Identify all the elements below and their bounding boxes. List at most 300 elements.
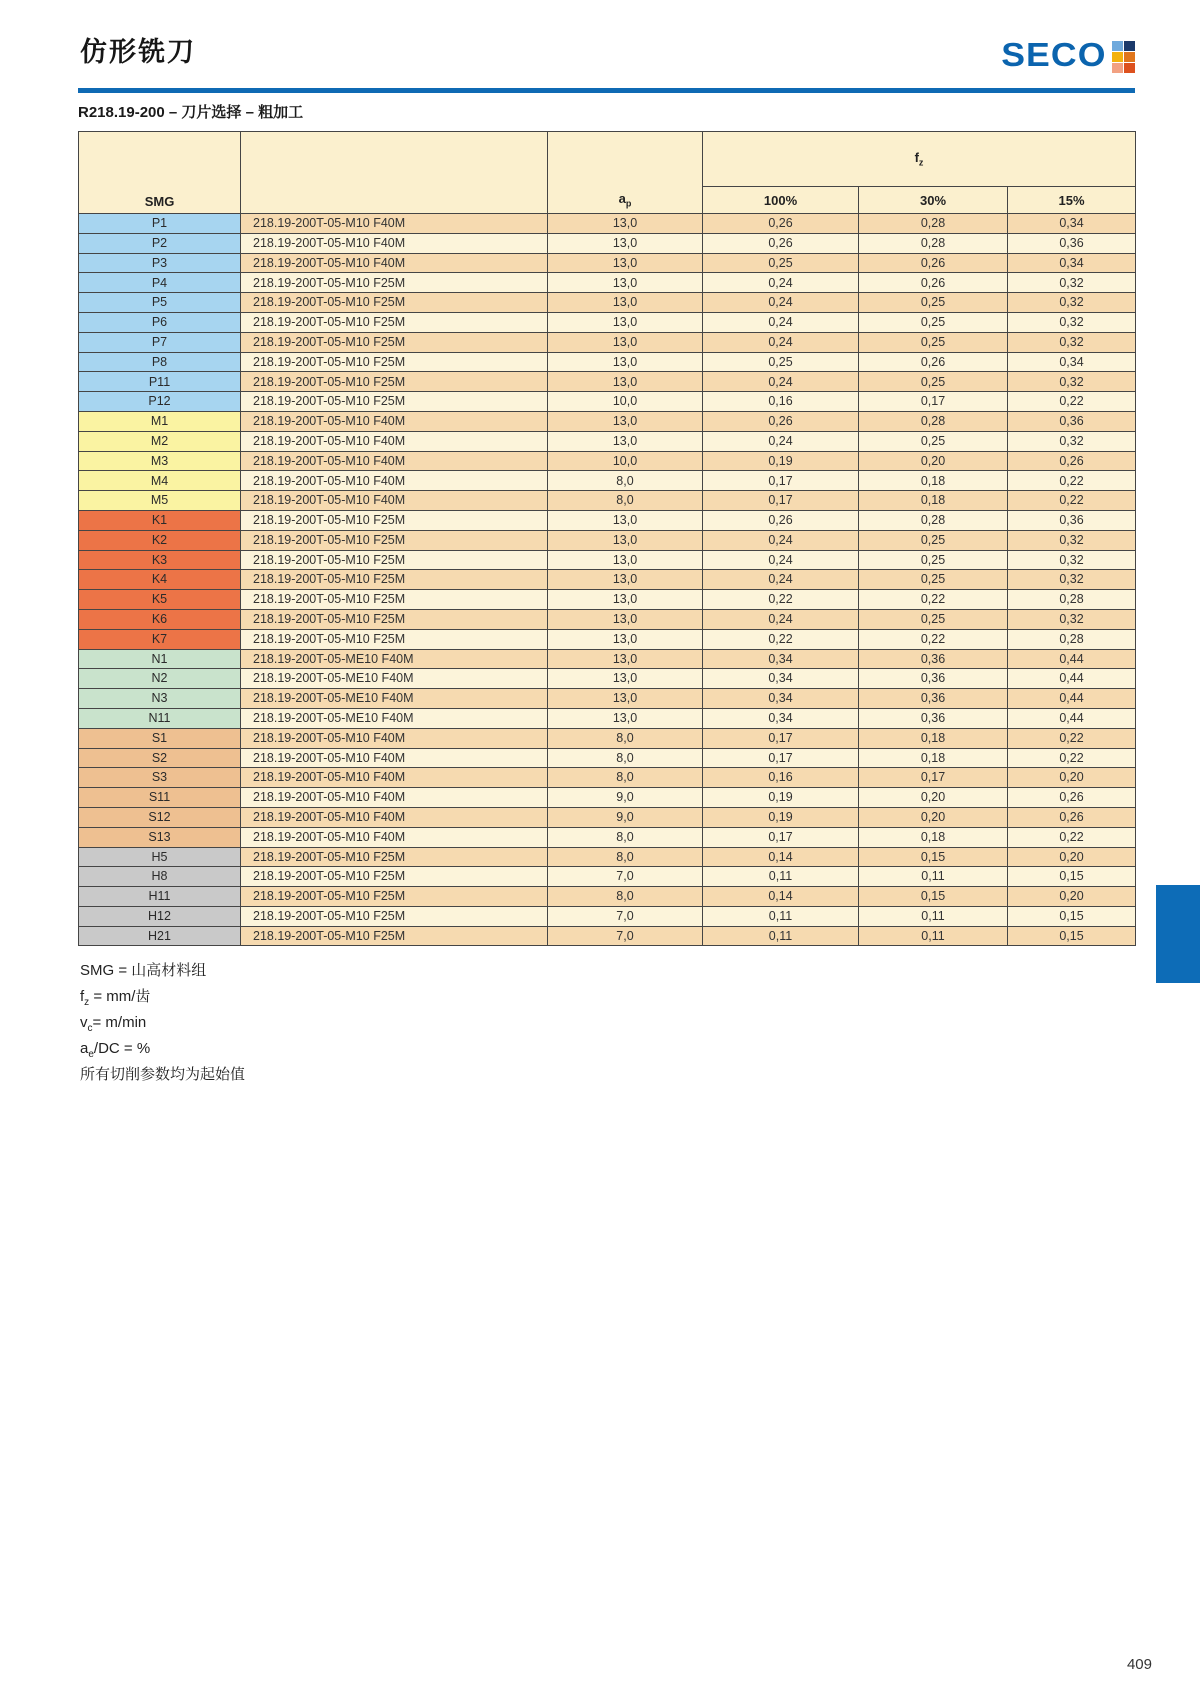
table-row <box>79 788 1136 808</box>
fz-15-cell: 0,36 <box>1008 233 1136 253</box>
table-row <box>79 530 1136 550</box>
fz-100-cell: 0,34 <box>703 649 859 669</box>
fz-30-cell: 0,20 <box>859 788 1008 808</box>
smg-cell: K3 <box>79 550 241 570</box>
smg-cell: H8 <box>79 867 241 887</box>
fz-15-cell: 0,32 <box>1008 570 1136 590</box>
page-number: 409 <box>1126 1656 1152 1673</box>
note-text: v <box>80 1014 88 1031</box>
fz-30-cell: 0,36 <box>859 689 1008 709</box>
note-line <box>80 1062 245 1088</box>
smg-cell: M3 <box>79 451 241 471</box>
insert-cell: 218.19-200T-05-M10 F40M <box>241 788 548 808</box>
fz-15-cell: 0,32 <box>1008 312 1136 332</box>
fz-30-cell: 0,25 <box>859 431 1008 451</box>
table-row <box>79 293 1136 313</box>
fz-15-cell: 0,32 <box>1008 273 1136 293</box>
ap-cell: 8,0 <box>548 827 703 847</box>
insert-cell: 218.19-200T-05-M10 F25M <box>241 906 548 926</box>
fz-15-cell: 0,22 <box>1008 471 1136 491</box>
ap-cell: 13,0 <box>548 293 703 313</box>
fz-15-cell: 0,32 <box>1008 332 1136 352</box>
table-row <box>79 510 1136 530</box>
insert-cell: 218.19-200T-05-M10 F40M <box>241 827 548 847</box>
fz-15-cell: 0,26 <box>1008 807 1136 827</box>
fz-15-cell: 0,32 <box>1008 431 1136 451</box>
insert-cell: 218.19-200T-05-M10 F25M <box>241 332 548 352</box>
table-row <box>79 689 1136 709</box>
fz-30-cell: 0,17 <box>859 768 1008 788</box>
smg-cell: S2 <box>79 748 241 768</box>
insert-cell: 218.19-200T-05-M10 F25M <box>241 293 548 313</box>
fz-15-cell: 0,34 <box>1008 253 1136 273</box>
table-row <box>79 550 1136 570</box>
fz-30-cell: 0,28 <box>859 411 1008 431</box>
fz-100-cell: 0,26 <box>703 510 859 530</box>
note-line <box>80 1010 245 1036</box>
fz-100-cell: 0,17 <box>703 471 859 491</box>
smg-cell: S12 <box>79 807 241 827</box>
note-text: f <box>80 988 85 1005</box>
ap-cell: 13,0 <box>548 570 703 590</box>
fz-100-cell: 0,24 <box>703 293 859 313</box>
ap-cell: 7,0 <box>548 926 703 946</box>
fz-15-cell: 0,22 <box>1008 748 1136 768</box>
fz-30-cell: 0,22 <box>859 590 1008 610</box>
fz-30-cell: 0,36 <box>859 649 1008 669</box>
table-row <box>79 273 1136 293</box>
smg-cell: P5 <box>79 293 241 313</box>
fz-100-cell: 0,19 <box>703 807 859 827</box>
table-row <box>79 906 1136 926</box>
smg-cell: K4 <box>79 570 241 590</box>
smg-cell: M1 <box>79 411 241 431</box>
seco-logo <box>950 36 1135 73</box>
fz-100-cell: 0,14 <box>703 887 859 907</box>
insert-selection-table <box>78 131 1136 946</box>
fz-15-cell: 0,22 <box>1008 392 1136 412</box>
fz-15-cell: 0,15 <box>1008 867 1136 887</box>
ap-cell: 13,0 <box>548 708 703 728</box>
fz-30-cell: 0,28 <box>859 214 1008 234</box>
fz-15-cell: 0,20 <box>1008 847 1136 867</box>
smg-cell: H21 <box>79 926 241 946</box>
fz-15-cell: 0,32 <box>1008 530 1136 550</box>
insert-cell: 218.19-200T-05-M10 F40M <box>241 253 548 273</box>
insert-cell: 218.19-200T-05-M10 F25M <box>241 590 548 610</box>
insert-cell: 218.19-200T-05-M10 F25M <box>241 312 548 332</box>
fz-30-cell: 0,17 <box>859 392 1008 412</box>
table-row <box>79 372 1136 392</box>
fz-100-cell: 0,24 <box>703 550 859 570</box>
table-row <box>79 728 1136 748</box>
table-row <box>79 471 1136 491</box>
fz-100-cell: 0,24 <box>703 609 859 629</box>
insert-cell: 218.19-200T-05-M10 F25M <box>241 372 548 392</box>
smg-cell: H11 <box>79 887 241 907</box>
fz-100-cell: 0,11 <box>703 867 859 887</box>
fz-15-cell: 0,34 <box>1008 214 1136 234</box>
smg-cell: K5 <box>79 590 241 610</box>
insert-cell: 218.19-200T-05-ME10 F40M <box>241 669 548 689</box>
table-row <box>79 214 1136 234</box>
insert-cell: 218.19-200T-05-M10 F40M <box>241 491 548 511</box>
insert-cell: 218.19-200T-05-M10 F40M <box>241 214 548 234</box>
ap-cell: 13,0 <box>548 550 703 570</box>
fz-30-cell: 0,25 <box>859 372 1008 392</box>
fz-15-cell: 0,32 <box>1008 293 1136 313</box>
logo-square-icon <box>1124 41 1135 51</box>
fz-30-cell: 0,18 <box>859 471 1008 491</box>
seco-logo-squares-icon <box>1112 41 1135 73</box>
column-header-insert <box>241 132 548 214</box>
fz-30-cell: 0,25 <box>859 530 1008 550</box>
table-row <box>79 570 1136 590</box>
fz-15-cell: 0,15 <box>1008 906 1136 926</box>
table-row <box>79 669 1136 689</box>
logo-square-icon <box>1112 41 1123 51</box>
fz-15-cell: 0,34 <box>1008 352 1136 372</box>
insert-cell: 218.19-200T-05-M10 F25M <box>241 926 548 946</box>
note-text: a <box>80 1040 89 1057</box>
ap-cell: 13,0 <box>548 510 703 530</box>
ap-cell: 13,0 <box>548 352 703 372</box>
ap-cell: 13,0 <box>548 273 703 293</box>
smg-cell: H5 <box>79 847 241 867</box>
column-header-100-percent: 100% <box>703 187 859 214</box>
smg-table-body <box>79 214 1136 946</box>
ap-cell: 13,0 <box>548 609 703 629</box>
fz-15-cell: 0,32 <box>1008 550 1136 570</box>
table-row <box>79 649 1136 669</box>
ap-label-sub: p <box>625 199 632 209</box>
fz-label-sub: z <box>918 157 924 168</box>
fz-30-cell: 0,26 <box>859 253 1008 273</box>
fz-100-cell: 0,26 <box>703 411 859 431</box>
smg-cell: M5 <box>79 491 241 511</box>
fz-30-cell: 0,25 <box>859 609 1008 629</box>
table-row <box>79 590 1136 610</box>
table-row <box>79 926 1136 946</box>
fz-30-cell: 0,15 <box>859 887 1008 907</box>
fz-label-base: f <box>914 150 919 166</box>
column-header-fz <box>703 132 1136 187</box>
fz-15-cell: 0,15 <box>1008 926 1136 946</box>
fz-100-cell: 0,22 <box>703 629 859 649</box>
ap-cell: 13,0 <box>548 431 703 451</box>
ap-cell: 13,0 <box>548 590 703 610</box>
fz-15-cell: 0,36 <box>1008 510 1136 530</box>
fz-30-cell: 0,11 <box>859 867 1008 887</box>
fz-30-cell: 0,18 <box>859 728 1008 748</box>
insert-cell: 218.19-200T-05-M10 F25M <box>241 570 548 590</box>
fz-15-cell: 0,22 <box>1008 827 1136 847</box>
smg-cell: S11 <box>79 788 241 808</box>
fz-15-cell: 0,32 <box>1008 609 1136 629</box>
fz-30-cell: 0,22 <box>859 629 1008 649</box>
ap-cell: 8,0 <box>548 748 703 768</box>
fz-30-cell: 0,28 <box>859 510 1008 530</box>
column-header-30-percent: 30% <box>859 187 1008 214</box>
ap-cell: 10,0 <box>548 451 703 471</box>
note-text: /DC = % <box>93 1040 151 1057</box>
insert-cell: 218.19-200T-05-M10 F25M <box>241 629 548 649</box>
insert-cell: 218.19-200T-05-M10 F25M <box>241 550 548 570</box>
logo-square-icon <box>1112 52 1123 62</box>
note-line <box>80 1036 245 1062</box>
note-line <box>80 958 245 984</box>
fz-30-cell: 0,18 <box>859 748 1008 768</box>
smg-cell: N2 <box>79 669 241 689</box>
fz-30-cell: 0,18 <box>859 827 1008 847</box>
fz-15-cell: 0,20 <box>1008 768 1136 788</box>
table-row <box>79 352 1136 372</box>
insert-cell: 218.19-200T-05-M10 F25M <box>241 392 548 412</box>
fz-100-cell: 0,16 <box>703 392 859 412</box>
insert-cell: 218.19-200T-05-M10 F25M <box>241 887 548 907</box>
note-subscript: c <box>87 1023 93 1034</box>
ap-cell: 13,0 <box>548 372 703 392</box>
fz-100-cell: 0,34 <box>703 669 859 689</box>
fz-30-cell: 0,15 <box>859 847 1008 867</box>
fz-15-cell: 0,22 <box>1008 491 1136 511</box>
insert-cell: 218.19-200T-05-M10 F40M <box>241 728 548 748</box>
insert-cell: 218.19-200T-05-M10 F25M <box>241 273 548 293</box>
note-text: = m/min <box>92 1014 147 1031</box>
table-row <box>79 887 1136 907</box>
fz-30-cell: 0,20 <box>859 451 1008 471</box>
fz-100-cell: 0,22 <box>703 590 859 610</box>
fz-30-cell: 0,25 <box>859 332 1008 352</box>
column-header-smg: SMG <box>79 132 241 214</box>
fz-100-cell: 0,24 <box>703 332 859 352</box>
note-subscript: z <box>84 997 90 1008</box>
smg-cell: N11 <box>79 708 241 728</box>
ap-cell: 13,0 <box>548 233 703 253</box>
note-line <box>80 984 245 1010</box>
fz-100-cell: 0,17 <box>703 728 859 748</box>
fz-15-cell: 0,26 <box>1008 451 1136 471</box>
ap-cell: 13,0 <box>548 649 703 669</box>
smg-cell: P6 <box>79 312 241 332</box>
fz-100-cell: 0,24 <box>703 570 859 590</box>
fz-100-cell: 0,25 <box>703 352 859 372</box>
fz-100-cell: 0,19 <box>703 788 859 808</box>
smg-cell: K2 <box>79 530 241 550</box>
insert-cell: 218.19-200T-05-M10 F40M <box>241 768 548 788</box>
fz-15-cell: 0,44 <box>1008 708 1136 728</box>
ap-cell: 8,0 <box>548 491 703 511</box>
fz-30-cell: 0,11 <box>859 906 1008 926</box>
ap-cell: 8,0 <box>548 847 703 867</box>
insert-cell: 218.19-200T-05-M10 F40M <box>241 431 548 451</box>
fz-15-cell: 0,44 <box>1008 649 1136 669</box>
table-row <box>79 827 1136 847</box>
fz-100-cell: 0,17 <box>703 748 859 768</box>
note-text: 所有切削参数均为起始值 <box>80 1066 246 1083</box>
smg-cell: P11 <box>79 372 241 392</box>
ap-cell: 10,0 <box>548 392 703 412</box>
insert-cell: 218.19-200T-05-M10 F25M <box>241 867 548 887</box>
fz-100-cell: 0,24 <box>703 431 859 451</box>
notes <box>80 958 245 1088</box>
smg-cell: S3 <box>79 768 241 788</box>
fz-30-cell: 0,28 <box>859 233 1008 253</box>
fz-100-cell: 0,26 <box>703 233 859 253</box>
column-header-15-percent: 15% <box>1008 187 1136 214</box>
smg-cell: P4 <box>79 273 241 293</box>
table-header-row-1 <box>79 132 1136 187</box>
column-header-ap <box>548 132 703 214</box>
table-row <box>79 629 1136 649</box>
insert-cell: 218.19-200T-05-M10 F40M <box>241 471 548 491</box>
ap-cell: 13,0 <box>548 629 703 649</box>
header-rule <box>78 88 1135 93</box>
fz-30-cell: 0,25 <box>859 570 1008 590</box>
smg-cell: H12 <box>79 906 241 926</box>
logo-square-icon <box>1112 63 1123 73</box>
table-row <box>79 233 1136 253</box>
fz-30-cell: 0,11 <box>859 926 1008 946</box>
table-row <box>79 253 1136 273</box>
fz-30-cell: 0,18 <box>859 491 1008 511</box>
fz-100-cell: 0,34 <box>703 708 859 728</box>
smg-cell: P8 <box>79 352 241 372</box>
table-row <box>79 708 1136 728</box>
ap-cell: 13,0 <box>548 411 703 431</box>
smg-cell: N3 <box>79 689 241 709</box>
smg-cell: P2 <box>79 233 241 253</box>
insert-cell: 218.19-200T-05-M10 F25M <box>241 609 548 629</box>
smg-cell: K6 <box>79 609 241 629</box>
fz-30-cell: 0,36 <box>859 708 1008 728</box>
smg-cell: N1 <box>79 649 241 669</box>
ap-cell: 13,0 <box>548 332 703 352</box>
fz-30-cell: 0,20 <box>859 807 1008 827</box>
insert-cell: 218.19-200T-05-M10 F40M <box>241 807 548 827</box>
table-row <box>79 748 1136 768</box>
note-text: SMG = 山高材料组 <box>80 962 207 979</box>
ap-cell: 8,0 <box>548 728 703 748</box>
ap-cell: 9,0 <box>548 807 703 827</box>
fz-100-cell: 0,17 <box>703 491 859 511</box>
table-row <box>79 867 1136 887</box>
fz-30-cell: 0,26 <box>859 352 1008 372</box>
fz-100-cell: 0,26 <box>703 214 859 234</box>
fz-15-cell: 0,22 <box>1008 728 1136 748</box>
table-row <box>79 431 1136 451</box>
table-row <box>79 451 1136 471</box>
smg-cell: K7 <box>79 629 241 649</box>
insert-cell: 218.19-200T-05-ME10 F40M <box>241 649 548 669</box>
ap-cell: 8,0 <box>548 471 703 491</box>
fz-15-cell: 0,36 <box>1008 411 1136 431</box>
ap-cell: 13,0 <box>548 689 703 709</box>
fz-100-cell: 0,14 <box>703 847 859 867</box>
fz-100-cell: 0,24 <box>703 273 859 293</box>
insert-cell: 218.19-200T-05-M10 F40M <box>241 411 548 431</box>
table-row <box>79 392 1136 412</box>
seco-logo-text: SECO <box>1001 36 1107 73</box>
smg-cell: M2 <box>79 431 241 451</box>
ap-cell: 13,0 <box>548 214 703 234</box>
fz-100-cell: 0,24 <box>703 372 859 392</box>
smg-cell: M4 <box>79 471 241 491</box>
ap-cell: 13,0 <box>548 669 703 689</box>
fz-100-cell: 0,34 <box>703 689 859 709</box>
ap-cell: 7,0 <box>548 867 703 887</box>
smg-cell: S13 <box>79 827 241 847</box>
fz-15-cell: 0,32 <box>1008 372 1136 392</box>
ap-cell: 8,0 <box>548 887 703 907</box>
fz-100-cell: 0,16 <box>703 768 859 788</box>
table-row <box>79 491 1136 511</box>
insert-cell: 218.19-200T-05-M10 F25M <box>241 352 548 372</box>
page-edge-tab <box>1156 885 1200 983</box>
fz-100-cell: 0,24 <box>703 312 859 332</box>
fz-100-cell: 0,24 <box>703 530 859 550</box>
fz-100-cell: 0,17 <box>703 827 859 847</box>
fz-15-cell: 0,44 <box>1008 669 1136 689</box>
table-row <box>79 609 1136 629</box>
note-text: = mm/齿 <box>89 988 151 1005</box>
fz-100-cell: 0,19 <box>703 451 859 471</box>
smg-cell: K1 <box>79 510 241 530</box>
fz-30-cell: 0,25 <box>859 293 1008 313</box>
insert-cell: 218.19-200T-05-M10 F40M <box>241 748 548 768</box>
ap-label-base: a <box>618 191 626 207</box>
fz-30-cell: 0,25 <box>859 550 1008 570</box>
fz-15-cell: 0,26 <box>1008 788 1136 808</box>
logo-square-icon <box>1124 63 1135 73</box>
insert-cell: 218.19-200T-05-M10 F40M <box>241 451 548 471</box>
ap-cell: 9,0 <box>548 788 703 808</box>
fz-15-cell: 0,28 <box>1008 590 1136 610</box>
insert-cell: 218.19-200T-05-M10 F40M <box>241 233 548 253</box>
ap-cell: 7,0 <box>548 906 703 926</box>
smg-cell: P1 <box>79 214 241 234</box>
smg-cell: P3 <box>79 253 241 273</box>
insert-cell: 218.19-200T-05-ME10 F40M <box>241 708 548 728</box>
section-subtitle: R218.19-200 – 刀片选择 – 粗加工 <box>78 104 304 121</box>
note-subscript: e <box>88 1049 94 1060</box>
table-row <box>79 411 1136 431</box>
fz-100-cell: 0,11 <box>703 926 859 946</box>
insert-cell: 218.19-200T-05-M10 F25M <box>241 510 548 530</box>
fz-100-cell: 0,25 <box>703 253 859 273</box>
page-title: 仿形铣刀 <box>80 37 196 67</box>
fz-30-cell: 0,25 <box>859 312 1008 332</box>
table-row <box>79 807 1136 827</box>
smg-cell: S1 <box>79 728 241 748</box>
ap-cell: 13,0 <box>548 253 703 273</box>
table-row <box>79 332 1136 352</box>
smg-cell: P7 <box>79 332 241 352</box>
fz-100-cell: 0,11 <box>703 906 859 926</box>
fz-15-cell: 0,28 <box>1008 629 1136 649</box>
fz-15-cell: 0,44 <box>1008 689 1136 709</box>
smg-cell: P12 <box>79 392 241 412</box>
fz-15-cell: 0,20 <box>1008 887 1136 907</box>
table-row <box>79 847 1136 867</box>
insert-cell: 218.19-200T-05-M10 F25M <box>241 530 548 550</box>
insert-cell: 218.19-200T-05-ME10 F40M <box>241 689 548 709</box>
insert-cell: 218.19-200T-05-M10 F25M <box>241 847 548 867</box>
fz-30-cell: 0,36 <box>859 669 1008 689</box>
table-row <box>79 768 1136 788</box>
ap-cell: 13,0 <box>548 312 703 332</box>
table-row <box>79 312 1136 332</box>
